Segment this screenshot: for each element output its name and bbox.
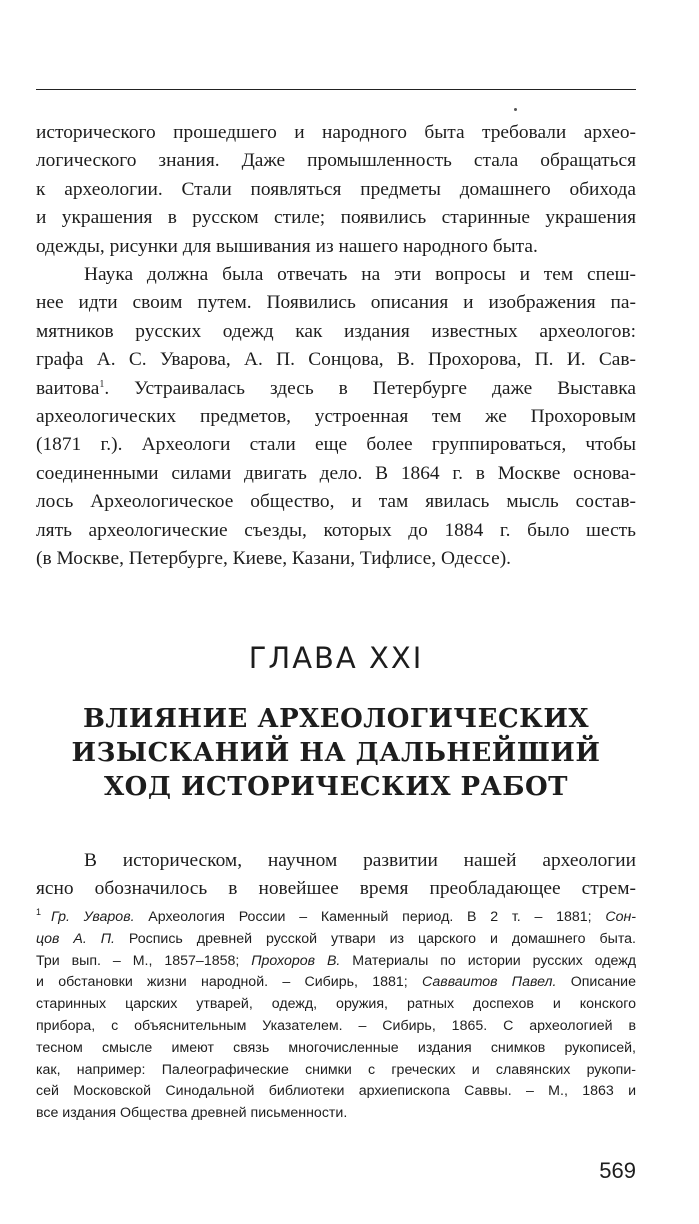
footnote-reference: 1 [99,378,105,390]
text-line: соединенными силами двигать дело. В 1864 г. в Москве основа- [36,462,636,484]
print-speck [514,108,517,111]
text-line: лять археологические съезды, которых до 1884 г. было шесть [36,519,636,541]
author-name: Сон- [605,909,636,925]
footnote-line [36,972,636,994]
text-line: к археологии. Стали появляться предметы домашнего обихода [36,178,636,200]
chapter-number: ГЛАВА XXI [248,641,424,675]
author-name: Савваитов Павел. [422,974,557,991]
author-name: Прохоров В. [251,952,341,969]
text-segment: ваитова [36,377,100,399]
chapter-text [36,847,636,904]
footnote-line: как, например: Палеографические снимки с греческих и славянских рукопи- [36,1061,636,1078]
text-line: В историческом, научном развитии нашей археологии [84,850,636,871]
footnote [36,907,636,1125]
text-line: археологических предметов, устроенная тем же Прохоровым [36,406,636,428]
text-segment: Археология России – Каменный период. В 2 т. – 1881; [134,909,606,925]
author-name: Гр. Уваров. [51,909,135,925]
footnote-line: все издания Общества древней письменности. [36,1105,348,1122]
text-segment: Описание [556,974,636,991]
text-line: графа А. С. Уварова, А. П. Сонцова, В. Прохорова, П. И. Сав- [36,349,636,371]
header-rule [36,89,636,90]
text-line: (1871 г.). Археологи стали еще более группироваться, чтобы [36,434,636,456]
text-line: нее идти своим путем. Появились описания и изображения па- [36,292,636,314]
chapter-title-line: ХОД ИСТОРИЧЕСКИХ РАБОТ [104,772,568,802]
text-segment: Роспись древней русской утвари из царского и домашнего быта. [114,930,636,947]
text-line: (в Москве, Петербурге, Киеве, Казани, Тифлисе, Одессе). [36,548,512,570]
footnote-line [36,907,636,929]
footnote-marker: 1 [36,907,42,917]
text-line: лось Археологическое общество, и там явилась мысль состав- [36,491,636,513]
text-line: логического знания. Даже промышленность стала обращаться [36,150,636,172]
text-line [36,375,636,403]
author-name: цов А. П. [36,930,115,947]
footnote-line: старинных царских утварей, одежд, оружия, ратных доспехов и конского [36,996,636,1013]
footnote-line [36,929,636,951]
text-segment: и обстановки жизни народной. – Сибирь, 1881; [36,974,422,991]
text-line: Наука должна была отвечать на эти вопросы и тем спеш- [84,264,636,286]
page-number: 569 [599,1158,636,1183]
chapter-title-line: ВЛИЯНИЕ АРХЕОЛОГИЧЕСКИХ [82,704,590,734]
main-text [36,119,636,574]
text-line: одежды, рисунки для вышивания из нашего народного быта. [36,235,538,257]
text-line: ясно обозначилось в новейшее время преобладающее стрем- [36,878,636,900]
text-segment: . Устраивалась здесь в Петербурге даже Выставка [104,377,636,399]
chapter-title-line: ИЗЫСКАНИЙ НА ДАЛЬНЕЙШИЙ [71,738,601,768]
text-segment: Материалы по истории русских одежд [340,952,637,969]
text-line: мятников русских одежд как издания известных археологов: [36,320,636,342]
footnote-line: прибора, с объяснительным Указателем. – Сибирь, 1865. С археологией в [36,1017,636,1034]
footnote-line [36,951,636,973]
footnote-line: тесном смысле имеют связь многочисленные издания снимков рукописей, [36,1039,636,1056]
chapter-title [36,702,636,804]
text-line: и украшения в русском стиле; появились старинные украшения [36,207,636,229]
footnote-line: сей Московской Синодальной библиотеки архиепископа Саввы. – М., 1863 и [36,1083,636,1100]
text-line: исторического прошедшего и народного быта требовали архео- [36,122,636,143]
text-segment: Три вып. – М., 1857–1858; [36,952,252,969]
